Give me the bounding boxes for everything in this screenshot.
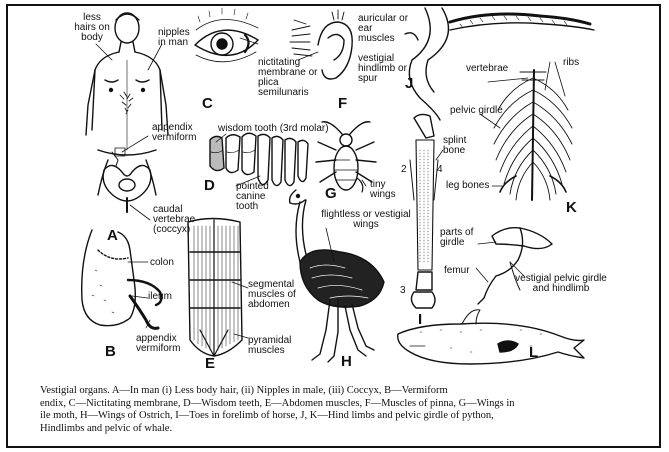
label-canine: pointed canine tooth: [236, 181, 269, 212]
label-vestigial-pelvic: vestigial pelvic girdle and hindlimb: [515, 273, 607, 294]
python-skeleton: [494, 70, 572, 200]
label-vestigial-hindlimb: vestigial hindlimb or spur: [358, 53, 407, 84]
panel-letter-a: A: [107, 227, 118, 244]
horse-forelimb: [410, 114, 438, 308]
label-leg-bones: leg bones: [446, 180, 490, 191]
intestine: [82, 227, 162, 328]
label-pyramidal: pyramidal muscles: [248, 335, 292, 356]
label-ileum: ileum: [148, 291, 172, 302]
label-segmental: segmental muscles of abdomen: [248, 279, 296, 310]
panel-letter-k: K: [566, 199, 577, 216]
label-vertebrae: vertebrae: [466, 63, 509, 74]
caption-line: ile moth, H—Wings of Ostrich, I—Toes in forelimb of horse, J, K—Hind limbs and pelvic girdle of python,: [40, 410, 494, 422]
label-ribs: ribs: [563, 57, 580, 68]
panel-letter-b: B: [105, 343, 116, 360]
panel-letter-e: E: [205, 355, 216, 372]
label-colon: colon: [150, 257, 174, 268]
caption-line: Hindlimbs and pelvic of whale.: [40, 422, 173, 434]
label-pelvic-girdle: pelvic girdle: [450, 105, 503, 116]
panel-letter-j: J: [405, 75, 414, 92]
whale: [398, 310, 584, 364]
label-less-hairs: less hairs on body: [74, 12, 110, 43]
label-digit-3: 3: [400, 285, 406, 296]
panel-letter-i: I: [418, 311, 423, 328]
label-nipples: nipples in man: [158, 27, 190, 48]
label-nictitating: nictitating membrane or plica semilunaris: [258, 57, 318, 98]
label-femur: femur: [444, 265, 470, 276]
label-caudal: caudal vertebrae (coccyx): [153, 204, 196, 235]
label-parts-of-girdle: parts of girdle: [440, 227, 474, 248]
panel-letter-l: L: [529, 344, 539, 361]
caption-line: Vestigial organs. A—In man (i) Less body hair, (ii) Nipples in male, (iii) Coccyx, B—Vermiform: [40, 385, 448, 396]
panel-letter-f: F: [338, 95, 348, 112]
panel-letter-g: G: [325, 185, 337, 202]
figure-caption: [40, 385, 662, 435]
panel-letter-c: C: [202, 95, 213, 112]
label-splint: splint bone: [443, 135, 467, 156]
label-auricular: auricular or ear muscles: [358, 13, 409, 44]
abdomen-muscles: [188, 219, 242, 357]
label-appendix-a: appendix vermiform: [152, 122, 197, 143]
caption-line: endix, C—Nictitating membrane, D—Wisdom teeth, E—Abdomen muscles, F—Muscles of pinna, G—Wings in: [40, 397, 515, 409]
label-wisdom: wisdom tooth (3rd molar): [218, 123, 329, 134]
eye: [195, 8, 258, 62]
label-tiny-wings: tiny wings: [370, 179, 396, 200]
label-flightless: flightless or vestigial wings: [321, 209, 411, 230]
panel-letter-d: D: [204, 177, 215, 194]
label-digit-2: 2: [401, 164, 407, 175]
panel-letter-h: H: [341, 353, 352, 370]
label-digit-4: 4: [437, 164, 443, 175]
teeth: [210, 133, 308, 185]
label-appendix-b: appendix vermiform: [136, 333, 181, 354]
